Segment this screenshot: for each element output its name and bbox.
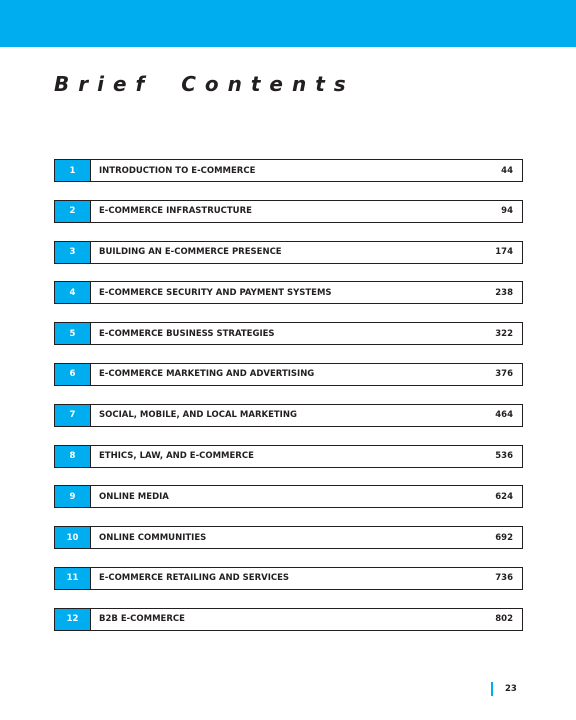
chapter-page: 802 [495, 614, 513, 625]
chapter-page: 94 [501, 206, 513, 217]
chapter-row[interactable] [54, 159, 523, 182]
chapter-number: 7 [55, 405, 91, 426]
chapter-page: 464 [495, 410, 513, 421]
chapter-title: BUILDING AN E-COMMERCE PRESENCE [99, 247, 282, 258]
chapter-page: 376 [495, 369, 513, 380]
chapter-page: 692 [495, 532, 513, 543]
chapter-title: E-COMMERCE SECURITY AND PAYMENT SYSTEMS [99, 287, 332, 298]
chapter-title: E-COMMERCE RETAILING AND SERVICES [99, 573, 290, 584]
chapter-row[interactable] [54, 200, 523, 223]
chapter-row[interactable] [54, 485, 523, 508]
chapter-row[interactable] [54, 608, 523, 631]
chapter-title: ETHICS, LAW, AND E-COMMERCE [99, 451, 254, 462]
chapter-page: 238 [495, 287, 513, 298]
chapter-row[interactable] [54, 322, 523, 345]
chapter-page: 44 [501, 165, 513, 176]
chapter-number: 12 [55, 609, 91, 630]
chapter-page: 536 [495, 451, 513, 462]
chapter-row[interactable] [54, 281, 523, 304]
chapter-row[interactable] [54, 241, 523, 264]
chapter-title: E-COMMERCE INFRASTRUCTURE [99, 206, 252, 217]
chapter-row[interactable] [54, 404, 523, 427]
chapter-title: SOCIAL, MOBILE, AND LOCAL MARKETING [99, 410, 297, 421]
chapter-page: 624 [495, 491, 513, 502]
chapter-row[interactable] [54, 567, 523, 590]
chapter-number: 2 [55, 201, 91, 222]
chapter-row[interactable] [54, 526, 523, 549]
chapter-number: 3 [55, 242, 91, 263]
chapter-number: 9 [55, 486, 91, 507]
chapter-title: INTRODUCTION TO E-COMMERCE [99, 165, 256, 176]
chapter-row[interactable] [54, 445, 523, 468]
page-title: Brief Contents [54, 72, 355, 96]
chapter-number: 8 [55, 446, 91, 467]
chapter-number: 10 [55, 527, 91, 548]
chapter-number: 1 [55, 160, 91, 181]
header-band [0, 0, 576, 47]
chapter-page: 174 [495, 247, 513, 258]
chapter-number: 6 [55, 364, 91, 385]
chapter-number: 11 [55, 568, 91, 589]
contents-list [54, 159, 523, 649]
page-number: 23 [505, 684, 517, 694]
chapter-title: B2B E-COMMERCE [99, 614, 185, 625]
chapter-title: E-COMMERCE MARKETING AND ADVERTISING [99, 369, 315, 380]
chapter-number: 4 [55, 282, 91, 303]
chapter-number: 5 [55, 323, 91, 344]
chapter-page: 322 [495, 328, 513, 339]
chapter-page: 736 [495, 573, 513, 584]
chapter-row[interactable] [54, 363, 523, 386]
chapter-title: ONLINE COMMUNITIES [99, 532, 207, 543]
chapter-title: ONLINE MEDIA [99, 491, 169, 502]
chapter-title: E-COMMERCE BUSINESS STRATEGIES [99, 328, 275, 339]
folio-rule [491, 682, 493, 696]
